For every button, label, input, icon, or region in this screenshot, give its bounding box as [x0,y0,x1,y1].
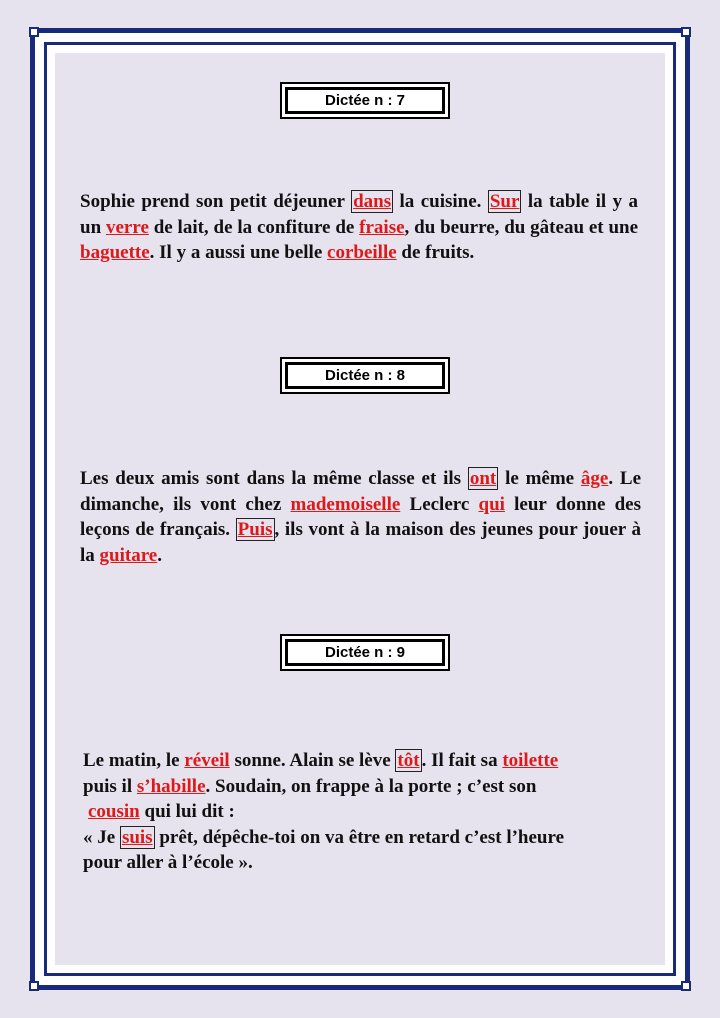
underlined-word: corbeille [327,242,397,263]
text-line [83,748,643,774]
text-segment: , du beurre, du gâteau et une [404,216,639,238]
text-segment: de fruits. [396,242,475,263]
text-segment: puis il [83,775,137,797]
corner-ornament [29,981,39,991]
highlighted-word: Puis [237,519,273,540]
corner-ornament [681,981,691,991]
dictee-7-text [80,189,638,266]
highlighted-word: dans [353,191,392,212]
underlined-word: cousin [88,801,140,822]
text-segment: de lait, de la confiture de [148,216,360,238]
dictee-7-title: Dictée n : 7 [285,87,445,114]
highlighted-word: ont [469,468,497,489]
text-segment: qui lui dit : [139,801,235,822]
text-segment: . Soudain, on frappe à la porte ; c’est son [205,775,537,797]
dictee-9-text [83,748,643,876]
text-segment: la cuisine. [393,191,488,212]
corner-ornament [29,27,39,37]
underlined-word: fraise [359,216,405,238]
text-segment: la table il y a un [80,191,638,238]
text-segment: Le matin, le [83,750,185,771]
text-segment: . [157,544,162,566]
highlighted-word: Sur [489,191,520,212]
dictee-7-title-box [280,82,450,119]
underlined-word: s’habille [136,775,206,797]
text-line [83,774,643,800]
dictee-8-title: Dictée n : 8 [285,362,445,389]
underlined-word: réveil [184,750,230,771]
text-segment: Sophie prend son petit déjeuner [80,191,352,212]
underlined-word: mademoiselle [290,493,401,515]
underlined-word: baguette [80,242,150,263]
corner-ornament [681,27,691,37]
text-segment: sonne. Alain se lève [229,750,396,771]
dictee-9-title: Dictée n : 9 [285,639,445,666]
text-segment: Leclerc [400,493,479,515]
dictee-8-text [80,466,641,568]
text-line [83,799,643,825]
underlined-word: guitare [99,544,158,566]
dictee-8-title-box [280,357,450,394]
text-segment: « Je [83,826,120,848]
text-line [83,825,643,851]
text-segment: Les deux amis sont dans la même classe et ils [80,468,468,489]
text-segment: . Il y a aussi une belle [149,242,328,263]
text-segment: prêt, dépêche-toi on va être en retard c’est l’heure [154,826,565,848]
text-segment: pour aller à l’école ». [83,852,253,873]
highlighted-word: suis [121,826,153,848]
highlighted-word: tôt [397,750,420,771]
text-segment: . Il fait sa [421,750,503,771]
underlined-word: qui [478,493,505,515]
text-segment: , ils vont à la maison des jeunes pour jouer à la [80,519,641,566]
underlined-word: âge [580,468,609,489]
text-segment: . Le dimanche, ils vont chez [80,468,642,515]
text-segment: le même [498,468,581,489]
dictee-9-title-box [280,634,450,671]
text-segment: leur donne des leçons de français. [80,493,641,540]
text-line [83,850,643,876]
underlined-word: verre [105,216,149,238]
underlined-word: toilette [502,750,559,771]
